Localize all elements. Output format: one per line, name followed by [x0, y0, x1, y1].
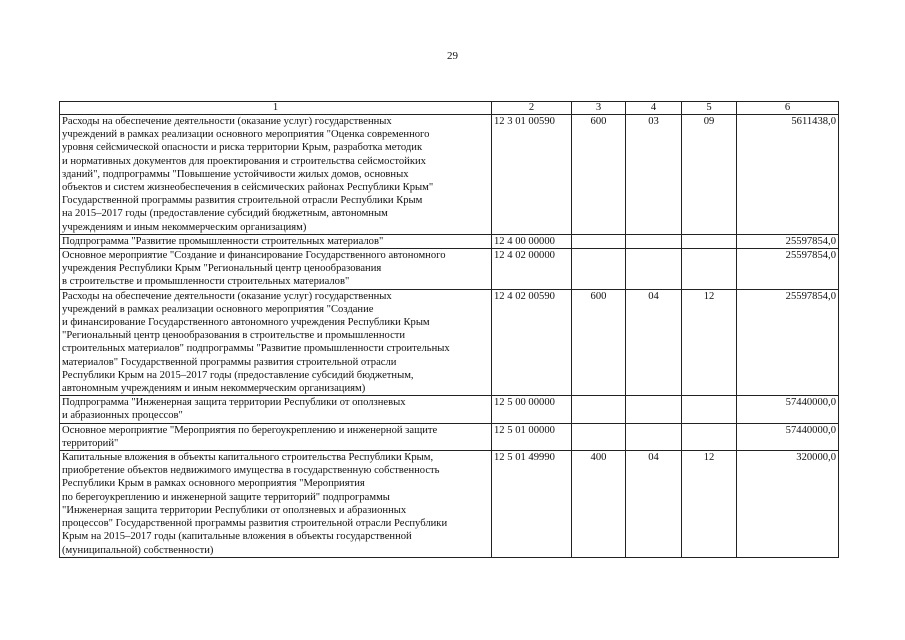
- row-col3: [572, 396, 626, 423]
- header-col-1: 1: [60, 102, 492, 115]
- table-row: [60, 423, 839, 450]
- row-col4: [626, 423, 682, 450]
- row-amount: 25597854,0: [737, 234, 839, 248]
- header-row: [60, 102, 839, 115]
- row-col4: [626, 234, 682, 248]
- row-amount: 57440000,0: [737, 423, 839, 450]
- row-code: 12 4 02 00000: [492, 249, 572, 290]
- row-description: Расходы на обеспечение деятельности (оказание услуг) государственных учреждений в рамках реализации основного мероприятия "Оценка современного уровня сейсмической опасности и риска территории Крым, разработка методик и нормативных документов для проектирования и строительства сейсмостойких зданий", подпрограммы "Повышение устойчивости жилых домов, основных объектов и систем жизнеобеспечения в сейсмических районах Республики Крым" Государственной программы развития строительной отрасли Республики Крым на 2015–2017 годы (предоставление субсидий бюджетным, автономным учреждениям и иным некоммерческим организациям): [60, 115, 492, 235]
- row-col5: 12: [682, 289, 737, 396]
- table-row: [60, 115, 839, 235]
- header-col-3: 3: [572, 102, 626, 115]
- header-col-4: 4: [626, 102, 682, 115]
- row-col5: [682, 249, 737, 290]
- row-code: 12 4 00 00000: [492, 234, 572, 248]
- row-amount: 57440000,0: [737, 396, 839, 423]
- row-code: 12 3 01 00590: [492, 115, 572, 235]
- row-col3: 600: [572, 289, 626, 396]
- row-col5: [682, 396, 737, 423]
- row-col5: [682, 234, 737, 248]
- row-amount: 320000,0: [737, 451, 839, 558]
- table-row: [60, 249, 839, 290]
- row-description: Капитальные вложения в объекты капитального строительства Республики Крым, приобретение объектов недвижимого имущества в государственную собственность Республики Крым в рамках основного мероприятия "Мероприятия по берегоукреплению и инженерной защите территорий" подпрограммы "Инженерная защита территории Республики от оползневых и абразионных процессов" Государственной программы развития строительной отрасли Республики Крым на 2015–2017 годы (капитальные вложения в объекты государственной (муниципальной) собственности): [60, 451, 492, 558]
- row-description: Основное мероприятие "Мероприятия по берегоукреплению и инженерной защите территорий": [60, 423, 492, 450]
- table-row: [60, 289, 839, 396]
- row-description: Подпрограмма "Инженерная защита территории Республики от оползневых и абразионных процессов": [60, 396, 492, 423]
- row-col4: 04: [626, 289, 682, 396]
- page-number: 29: [447, 50, 458, 62]
- row-code: 12 4 02 00590: [492, 289, 572, 396]
- row-col4: [626, 396, 682, 423]
- row-amount: 25597854,0: [737, 289, 839, 396]
- row-col4: 04: [626, 451, 682, 558]
- row-col3: [572, 249, 626, 290]
- row-col3: [572, 423, 626, 450]
- row-amount: 5611438,0: [737, 115, 839, 235]
- row-code: 12 5 00 00000: [492, 396, 572, 423]
- row-col3: 400: [572, 451, 626, 558]
- table-row: [60, 451, 839, 558]
- row-description: Основное мероприятие "Создание и финансирование Государственного автономного учреждения Республики Крым "Региональный центр ценообразования в строительстве и промышленности строительных материалов": [60, 249, 492, 290]
- header-col-6: 6: [737, 102, 839, 115]
- row-amount: 25597854,0: [737, 249, 839, 290]
- table-row: [60, 396, 839, 423]
- header-col-5: 5: [682, 102, 737, 115]
- row-col3: 600: [572, 115, 626, 235]
- header-col-2: 2: [492, 102, 572, 115]
- row-code: 12 5 01 49990: [492, 451, 572, 558]
- row-col4: 03: [626, 115, 682, 235]
- row-col4: [626, 249, 682, 290]
- row-description: Подпрограмма "Развитие промышленности строительных материалов": [60, 234, 492, 248]
- row-code: 12 5 01 00000: [492, 423, 572, 450]
- row-description: Расходы на обеспечение деятельности (оказание услуг) государственных учреждений в рамках реализации основного мероприятия "Создание и финансирование Государственного автономного учреждения Республики Крым "Региональный центр ценообразования в строительстве и промышленности строительных материалов" подпрограммы "Развитие промышленности строительных материалов" Государственной программы развития строительной отрасли Республики Крым на 2015–2017 годы (предоставление субсидий бюджетным, автономным учреждениям и иным некоммерческим организациям): [60, 289, 492, 396]
- budget-table: [59, 101, 839, 558]
- table-row: [60, 234, 839, 248]
- row-col5: [682, 423, 737, 450]
- row-col5: 12: [682, 451, 737, 558]
- row-col3: [572, 234, 626, 248]
- row-col5: 09: [682, 115, 737, 235]
